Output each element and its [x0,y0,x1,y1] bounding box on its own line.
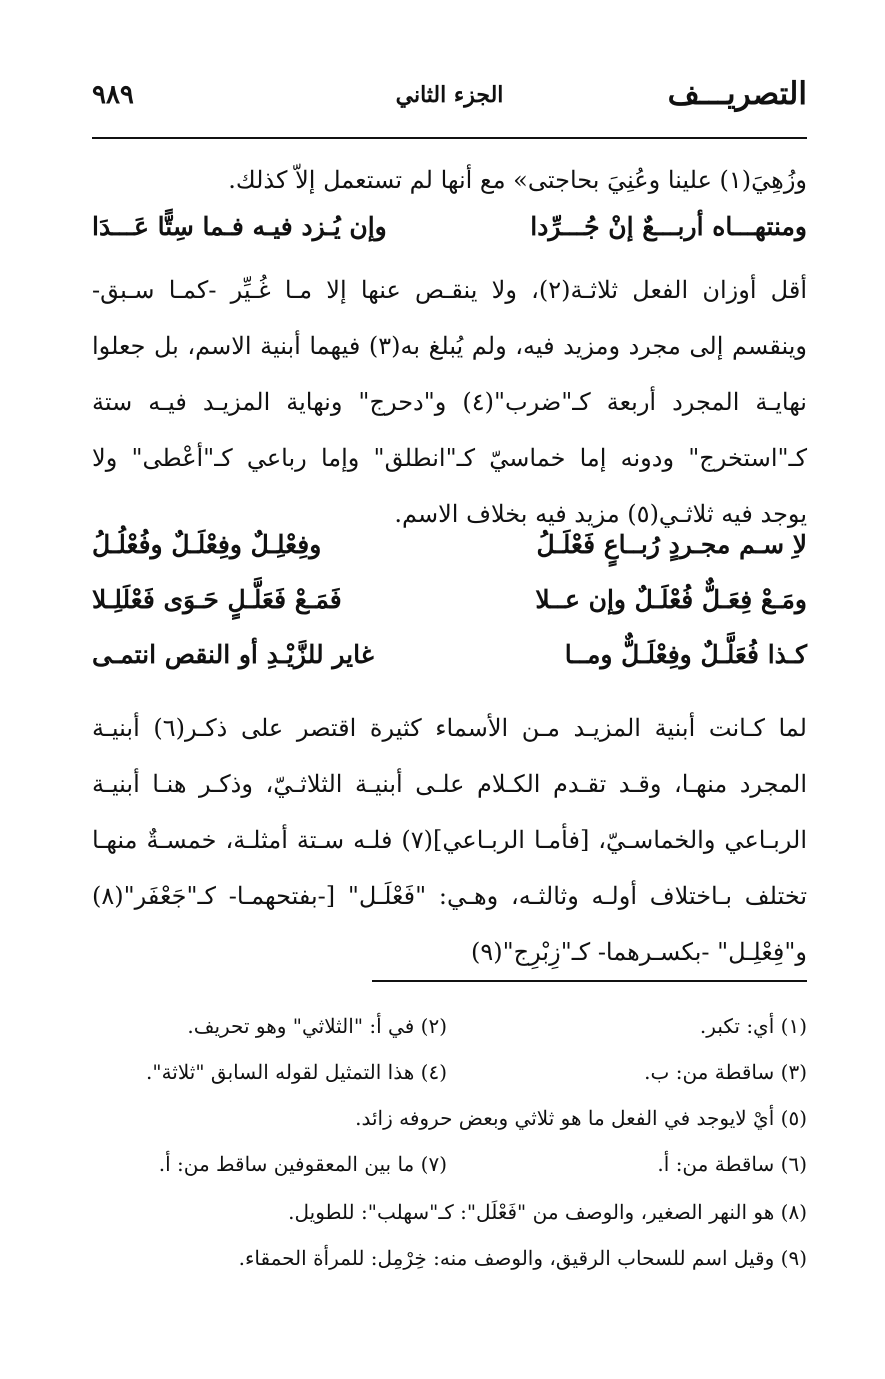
footnote-row [92,1242,807,1282]
footnote-divider [372,980,807,982]
verse-line-3 [92,575,807,631]
verse-hemistich-first: كـذا فُعَلَّـلٌ وفِعْلَـلٌّ ومــا [564,640,807,669]
verse-hemistich-first: لاِ سـم مجـردٍ رُبــاعٍ فَعْلَـلُ [536,530,807,559]
volume-label: الجزء الثاني [395,82,504,108]
footnote-1: (١) أي: تكبر. [699,1014,807,1038]
paragraph-3: لما كـانت أبنية المزيـد مـن الأسماء كثيرة اقتصر على ذكـر(٦) أبنيـة المجرد منهـا، وقـد تقـدم الكـلام علـى أبنيـة الثلاثـيّ، وذكـر هنـا أبنيـة الربـاعي والخماسـيّ، [فأمـا الربـاعي](٧) فلـه سـتة أمثلـة، خمسـةٌ منهـا تختلف بـاختلاف أولـه وثالثـه، وهـي: "فَعْلَـل" [-بفتحهمـا- كـ"جَعْفَر"(٨) و"فِعْلِـل" -بكسـرهما- كـ"زِبْرِج"(٩) [92,714,808,966]
verse-hemistich-first: ومنتهـــاه أربـــعٌ إنْ جُـــرِّدا [530,212,807,241]
paragraph-2: أقل أوزان الفعل ثلاثـة(٢)، ولا ينقـص عنها إلا مـا غُـيِّر -كمـا سـبق- وينقسم إلى مجرد ومزيد فيه، ولم يُبلغ به(٣) فيهما أبنية الاسم، بل جعلوا نهايـة المجرد أربعة كـ"ضرب"(٤) و"دحرج" ونهاية المزيـد فيـه ستة كـ"استخرج" ودونه إما خماسيّ كـ"انطلق" وإما رباعي كـ"أعْطى" ولا يوجد فيه ثلاثـي(٥) مزيد فيه بخلاف الاسم. [92,276,808,528]
footnote-8: (٨) هو النهر الصغير، والوصف من "فَعْلَل": كـ"سهلب": للطويل. [288,1200,807,1224]
footnote-row [92,1010,807,1050]
footnote-6: (٦) ساقطة من: أ. [657,1152,807,1176]
footnote-4: (٤) هذا التمثيل لقوله السابق "ثلاثة". [146,1060,447,1084]
chapter-title: التصريـــف [667,76,807,112]
footnote-2: (٢) في أ: "الثلاثي" وهو تحريف. [187,1014,447,1038]
verse-hemistich-first: ومَـعْ فِعَـلٌّ فُعْلَـلٌ وإن عــلا [535,585,807,614]
paragraph-1: وزُهِيَ(١) علينا وعُنِيَ بحاجتى» مع أنها لم تستعمل إلاّ كذلك. [228,166,807,194]
header-divider [92,137,807,139]
page-header [92,70,807,130]
footnote-row [92,1148,807,1188]
footnote-row [92,1056,807,1096]
verse-line-1 [92,202,807,258]
verse-line-4 [92,630,807,686]
footnote-row [92,1102,807,1142]
page-number: ٩٨٩ [92,80,134,110]
footnote-3: (٣) ساقطة من: ب. [644,1060,807,1084]
footnote-9: (٩) وقيل اسم للسحاب الرقيق، والوصف منه: خِرْمِل: للمرأة الحمقاء. [238,1246,807,1270]
footnote-7: (٧) ما بين المعقوفين ساقط من: أ. [158,1152,447,1176]
verse-line-2 [92,520,807,576]
footnote-5: (٥) أيْ لايوجد في الفعل ما هو ثلاثي وبعض حروفه زائد. [355,1106,807,1130]
verse-hemistich-second: غاير للزَّيْـدِ أو النقص انتمـى [92,640,374,669]
footnote-row [92,1196,807,1236]
verse-hemistich-second: وإن يُـزد فيـه فـما سِتًّا عَـــدَا [92,212,387,241]
verse-hemistich-second: وفِعْلِـلٌ وفِعْلَـلٌ وفُعْلُـلُ [92,530,322,559]
verse-hemistich-second: فَمَـعْ فَعَلَّـلٍ حَـوَى فَعْلَلِـلا [92,585,342,614]
